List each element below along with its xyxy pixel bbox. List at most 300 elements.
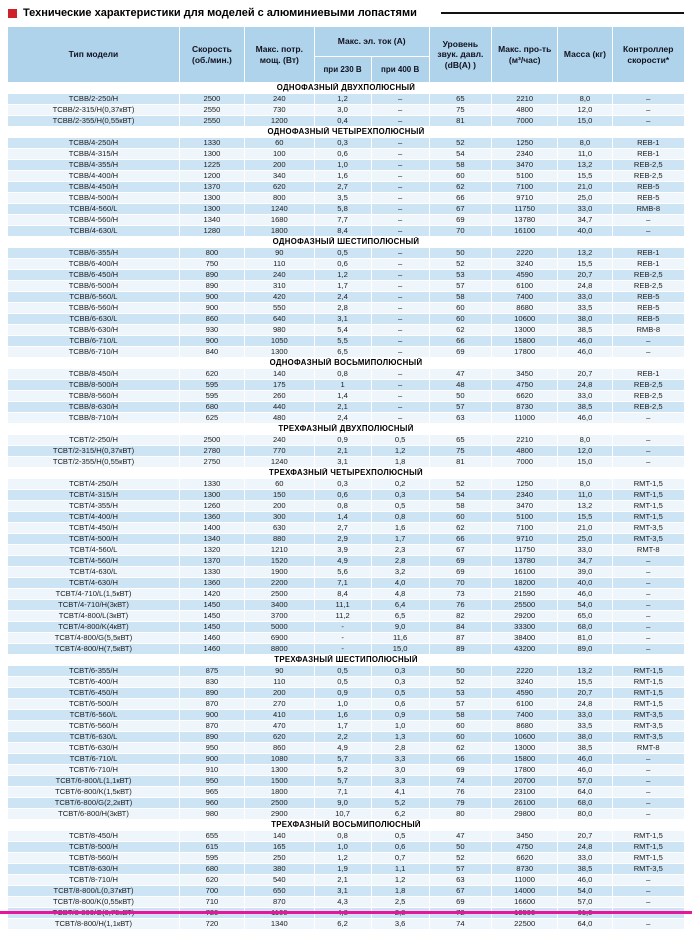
- mass-cell: 24,8: [558, 281, 612, 292]
- flow-cell: 18200: [492, 578, 558, 589]
- controller-cell: RMT-3,5: [612, 534, 684, 545]
- speed-cell: 1450: [179, 611, 244, 622]
- current-230-cell: 5,6: [314, 567, 371, 578]
- controller-cell: REB-2,5: [612, 270, 684, 281]
- mass-cell: 54,0: [558, 886, 612, 897]
- mass-cell: 24,8: [558, 380, 612, 391]
- table-row: [8, 710, 685, 721]
- col-header-current-230: при 230 В: [314, 57, 371, 83]
- current-400-cell: –: [371, 402, 429, 413]
- speed-cell: 1370: [179, 182, 244, 193]
- current-400-cell: 0,3: [371, 677, 429, 688]
- current-230-cell: 2,7: [314, 523, 371, 534]
- table-row: [8, 446, 685, 457]
- mass-cell: 38,5: [558, 402, 612, 413]
- model-cell: TCBT/2-315/H(0,37кВТ): [8, 446, 180, 457]
- speed-cell: 710: [179, 897, 244, 908]
- section-title: ОДНОФАЗНЫЙ ШЕСТИПОЛЮСНЫЙ: [8, 237, 685, 248]
- table-body: [8, 83, 685, 930]
- mass-cell: 64,0: [558, 919, 612, 930]
- flow-cell: 16100: [492, 226, 558, 237]
- power-cell: 300: [244, 512, 314, 523]
- current-230-cell: 1,0: [314, 842, 371, 853]
- table-row: [8, 94, 685, 105]
- table-row: [8, 798, 685, 809]
- power-cell: 1300: [244, 347, 314, 358]
- mass-cell: 38,0: [558, 732, 612, 743]
- noise-cell: 76: [429, 787, 491, 798]
- speed-cell: 800: [179, 248, 244, 259]
- current-230-cell: 0,8: [314, 369, 371, 380]
- controller-cell: RMT-3,5: [612, 864, 684, 875]
- model-cell: TCBT/4-800/G(5,5кВТ): [8, 633, 180, 644]
- mass-cell: 21,0: [558, 182, 612, 193]
- flow-cell: 29800: [492, 809, 558, 820]
- flow-cell: 26100: [492, 798, 558, 809]
- table-row: [8, 336, 685, 347]
- current-400-cell: –: [371, 138, 429, 149]
- current-230-cell: 2,4: [314, 413, 371, 424]
- table-row: [8, 721, 685, 732]
- table-row: [8, 402, 685, 413]
- noise-cell: 53: [429, 270, 491, 281]
- controller-cell: REB-2,5: [612, 402, 684, 413]
- table-row: [8, 743, 685, 754]
- current-400-cell: 1,8: [371, 886, 429, 897]
- mass-cell: 38,0: [558, 314, 612, 325]
- mass-cell: 46,0: [558, 336, 612, 347]
- controller-cell: –: [612, 457, 684, 468]
- power-cell: 1200: [244, 116, 314, 127]
- speed-cell: 595: [179, 391, 244, 402]
- model-cell: TCBT/8-450/H: [8, 831, 180, 842]
- power-cell: 270: [244, 699, 314, 710]
- noise-cell: 52: [429, 853, 491, 864]
- power-cell: 2900: [244, 809, 314, 820]
- controller-cell: –: [612, 116, 684, 127]
- current-230-cell: 1,4: [314, 391, 371, 402]
- noise-cell: 62: [429, 743, 491, 754]
- current-230-cell: 2,4: [314, 292, 371, 303]
- flow-cell: 5100: [492, 512, 558, 523]
- current-400-cell: –: [371, 292, 429, 303]
- current-230-cell: 1,2: [314, 270, 371, 281]
- table-row: [8, 116, 685, 127]
- table-row: [8, 314, 685, 325]
- speed-cell: 900: [179, 292, 244, 303]
- controller-cell: RMB-8: [612, 204, 684, 215]
- flow-cell: 7400: [492, 710, 558, 721]
- power-cell: 730: [244, 105, 314, 116]
- table-row: [8, 138, 685, 149]
- power-cell: 870: [244, 897, 314, 908]
- current-400-cell: 6,4: [371, 600, 429, 611]
- controller-cell: REB-5: [612, 303, 684, 314]
- mass-cell: 46,0: [558, 589, 612, 600]
- controller-cell: –: [612, 94, 684, 105]
- speed-cell: 1450: [179, 622, 244, 633]
- speed-cell: 1225: [179, 160, 244, 171]
- power-cell: 550: [244, 303, 314, 314]
- speed-cell: 890: [179, 270, 244, 281]
- power-cell: 110: [244, 259, 314, 270]
- controller-cell: –: [612, 589, 684, 600]
- flow-cell: 7000: [492, 457, 558, 468]
- current-400-cell: –: [371, 116, 429, 127]
- controller-cell: REB-5: [612, 182, 684, 193]
- col-header-noise: Уровень звук. давл. (dB(A) ): [429, 27, 491, 83]
- mass-cell: 8,0: [558, 435, 612, 446]
- power-cell: 1800: [244, 226, 314, 237]
- mass-cell: 8,0: [558, 479, 612, 490]
- mass-cell: 33,0: [558, 292, 612, 303]
- noise-cell: 65: [429, 435, 491, 446]
- current-400-cell: –: [371, 369, 429, 380]
- flow-cell: 43200: [492, 644, 558, 655]
- noise-cell: 81: [429, 116, 491, 127]
- speed-cell: 615: [179, 842, 244, 853]
- power-cell: 260: [244, 391, 314, 402]
- noise-cell: 66: [429, 754, 491, 765]
- current-400-cell: 2,3: [371, 545, 429, 556]
- noise-cell: 79: [429, 798, 491, 809]
- power-cell: 630: [244, 523, 314, 534]
- current-230-cell: 4,9: [314, 556, 371, 567]
- speed-cell: 900: [179, 336, 244, 347]
- table-row: [8, 622, 685, 633]
- controller-cell: –: [612, 226, 684, 237]
- current-400-cell: 0,8: [371, 512, 429, 523]
- table-row: [8, 842, 685, 853]
- model-cell: TCBB/6-630/L: [8, 314, 180, 325]
- model-cell: TCBT/6-630/L: [8, 732, 180, 743]
- power-cell: 480: [244, 413, 314, 424]
- section-header-row: [8, 358, 685, 369]
- current-400-cell: –: [371, 171, 429, 182]
- current-230-cell: 0,6: [314, 259, 371, 270]
- col-header-controller: Контроллер скорости*: [612, 27, 684, 83]
- table-row: [8, 215, 685, 226]
- table-row: [8, 270, 685, 281]
- power-cell: 1800: [244, 787, 314, 798]
- model-cell: TCBB/6-355/H: [8, 248, 180, 259]
- power-cell: 420: [244, 292, 314, 303]
- noise-cell: 69: [429, 556, 491, 567]
- speed-cell: 930: [179, 325, 244, 336]
- table-row: [8, 886, 685, 897]
- power-cell: 6900: [244, 633, 314, 644]
- mass-cell: 89,0: [558, 644, 612, 655]
- model-cell: TCBT/2-355/H(0,55кВТ): [8, 457, 180, 468]
- table-row: [8, 149, 685, 160]
- speed-cell: 2550: [179, 116, 244, 127]
- power-cell: 1050: [244, 336, 314, 347]
- mass-cell: 80,0: [558, 809, 612, 820]
- model-cell: TCBT/4-315/H: [8, 490, 180, 501]
- current-400-cell: 0,5: [371, 831, 429, 842]
- controller-cell: –: [612, 413, 684, 424]
- table-row: [8, 589, 685, 600]
- current-400-cell: 4,8: [371, 589, 429, 600]
- current-400-cell: 0,3: [371, 666, 429, 677]
- controller-cell: REB-1: [612, 259, 684, 270]
- section-header-row: [8, 655, 685, 666]
- flow-cell: 11750: [492, 204, 558, 215]
- noise-cell: 70: [429, 578, 491, 589]
- controller-cell: RMT-3,5: [612, 710, 684, 721]
- mass-cell: 57,0: [558, 897, 612, 908]
- current-400-cell: 9,0: [371, 622, 429, 633]
- controller-cell: RMT-1,5: [612, 831, 684, 842]
- controller-cell: RMT-1,5: [612, 490, 684, 501]
- current-400-cell: 6,2: [371, 809, 429, 820]
- noise-cell: 82: [429, 611, 491, 622]
- mass-cell: 34,7: [558, 556, 612, 567]
- current-230-cell: 0,6: [314, 149, 371, 160]
- current-230-cell: 0,3: [314, 479, 371, 490]
- power-cell: 100: [244, 149, 314, 160]
- current-230-cell: 3,1: [314, 314, 371, 325]
- current-400-cell: 15,0: [371, 644, 429, 655]
- current-230-cell: 3,0: [314, 105, 371, 116]
- power-cell: 380: [244, 864, 314, 875]
- current-230-cell: 0,3: [314, 138, 371, 149]
- controller-cell: –: [612, 600, 684, 611]
- current-400-cell: –: [371, 391, 429, 402]
- table-row: [8, 699, 685, 710]
- model-cell: TCBB/6-710/H: [8, 347, 180, 358]
- current-400-cell: –: [371, 281, 429, 292]
- table-row: [8, 633, 685, 644]
- mass-cell: 11,0: [558, 149, 612, 160]
- flow-cell: 3470: [492, 501, 558, 512]
- table-row: [8, 853, 685, 864]
- noise-cell: 69: [429, 897, 491, 908]
- title-bar: [0, 0, 692, 24]
- mass-cell: 13,2: [558, 160, 612, 171]
- table-row: [8, 644, 685, 655]
- table-row: [8, 248, 685, 259]
- flow-cell: 16100: [492, 567, 558, 578]
- table-row: [8, 369, 685, 380]
- power-cell: 620: [244, 732, 314, 743]
- controller-cell: RMT-3,5: [612, 721, 684, 732]
- mass-cell: 12,0: [558, 446, 612, 457]
- current-400-cell: 1,8: [371, 457, 429, 468]
- controller-cell: RMT-8: [612, 743, 684, 754]
- flow-cell: 6620: [492, 391, 558, 402]
- flow-cell: 8680: [492, 721, 558, 732]
- model-cell: TCBT/4-800/H(7,5кВТ): [8, 644, 180, 655]
- flow-cell: 4750: [492, 842, 558, 853]
- power-cell: 8800: [244, 644, 314, 655]
- flow-cell: 4750: [492, 380, 558, 391]
- power-cell: 5000: [244, 622, 314, 633]
- current-400-cell: 11,6: [371, 633, 429, 644]
- current-400-cell: –: [371, 380, 429, 391]
- section-title: ТРЕХФАЗНЫЙ ЧЕТЫРЕХПОЛЮСНЫЙ: [8, 468, 685, 479]
- noise-cell: 57: [429, 699, 491, 710]
- speed-cell: 1340: [179, 534, 244, 545]
- current-400-cell: –: [371, 105, 429, 116]
- current-400-cell: 4,0: [371, 578, 429, 589]
- noise-cell: 66: [429, 193, 491, 204]
- mass-cell: 15,0: [558, 457, 612, 468]
- controller-cell: RMT-1,5: [612, 688, 684, 699]
- current-400-cell: 5,2: [371, 798, 429, 809]
- model-cell: TCBT/6-710/H: [8, 765, 180, 776]
- controller-cell: –: [612, 622, 684, 633]
- noise-cell: 74: [429, 776, 491, 787]
- current-400-cell: 0,9: [371, 710, 429, 721]
- speed-cell: 1420: [179, 589, 244, 600]
- table-row: [8, 303, 685, 314]
- flow-cell: 3240: [492, 259, 558, 270]
- model-cell: TCBB/6-560/H: [8, 303, 180, 314]
- flow-cell: 6620: [492, 853, 558, 864]
- controller-cell: RMB-8: [612, 325, 684, 336]
- flow-cell: 7100: [492, 523, 558, 534]
- col-header-current-group: Макс. эл. ток (А): [314, 27, 429, 57]
- noise-cell: 65: [429, 94, 491, 105]
- flow-cell: 17800: [492, 347, 558, 358]
- mass-cell: 15,5: [558, 677, 612, 688]
- noise-cell: 69: [429, 567, 491, 578]
- noise-cell: 67: [429, 545, 491, 556]
- model-cell: TCBB/8-560/H: [8, 391, 180, 402]
- table-row: [8, 490, 685, 501]
- table-row: [8, 347, 685, 358]
- model-cell: TCBB/4-560/H: [8, 215, 180, 226]
- current-400-cell: –: [371, 215, 429, 226]
- model-cell: TCBB/8-500/H: [8, 380, 180, 391]
- model-cell: TCBT/4-630/H: [8, 578, 180, 589]
- power-cell: 1300: [244, 765, 314, 776]
- speed-cell: 1400: [179, 523, 244, 534]
- mass-cell: 8,0: [558, 138, 612, 149]
- speed-cell: 595: [179, 853, 244, 864]
- noise-cell: 60: [429, 721, 491, 732]
- speed-cell: 1370: [179, 556, 244, 567]
- flow-cell: 15800: [492, 336, 558, 347]
- model-cell: TCBT/8-500/H: [8, 842, 180, 853]
- speed-cell: 860: [179, 314, 244, 325]
- table-row: [8, 578, 685, 589]
- mass-cell: 65,0: [558, 611, 612, 622]
- flow-cell: 3450: [492, 831, 558, 842]
- controller-cell: –: [612, 776, 684, 787]
- col-header-current-400: при 400 В: [371, 57, 429, 83]
- col-header-power: Макс. потр. мощ. (Вт): [244, 27, 314, 83]
- col-header-flow: Макс. про-ть (м³/час): [492, 27, 558, 83]
- noise-cell: 63: [429, 413, 491, 424]
- model-cell: TCBB/6-400/H: [8, 259, 180, 270]
- page-title: Технические характеристики для моделей с алюминиевыми лопастями: [23, 7, 417, 19]
- table-row: [8, 556, 685, 567]
- controller-cell: –: [612, 611, 684, 622]
- table-row: [8, 864, 685, 875]
- table-row: [8, 875, 685, 886]
- section-header-row: [8, 468, 685, 479]
- flow-cell: 10600: [492, 732, 558, 743]
- controller-cell: REB-5: [612, 193, 684, 204]
- flow-cell: 4590: [492, 270, 558, 281]
- flow-cell: 23100: [492, 787, 558, 798]
- power-cell: 3400: [244, 600, 314, 611]
- current-400-cell: 1,0: [371, 721, 429, 732]
- current-400-cell: –: [371, 248, 429, 259]
- power-cell: 90: [244, 248, 314, 259]
- mass-cell: 15,5: [558, 259, 612, 270]
- current-230-cell: 1,0: [314, 699, 371, 710]
- table-row: [8, 325, 685, 336]
- power-cell: 1080: [244, 754, 314, 765]
- table-row: [8, 534, 685, 545]
- noise-cell: 50: [429, 842, 491, 853]
- current-230-cell: 8,4: [314, 589, 371, 600]
- mass-cell: 46,0: [558, 754, 612, 765]
- col-header-mass: Масса (кг): [558, 27, 612, 83]
- power-cell: 110: [244, 677, 314, 688]
- controller-cell: RMT-1,5: [612, 666, 684, 677]
- noise-cell: 62: [429, 325, 491, 336]
- flow-cell: 1250: [492, 479, 558, 490]
- table-row: [8, 545, 685, 556]
- model-cell: TCBT/6-630/H: [8, 743, 180, 754]
- noise-cell: 60: [429, 512, 491, 523]
- table-row: [8, 754, 685, 765]
- current-230-cell: 9,0: [314, 798, 371, 809]
- controller-cell: –: [612, 105, 684, 116]
- controller-cell: –: [612, 644, 684, 655]
- speed-cell: 875: [179, 666, 244, 677]
- model-cell: TCBT/6-400/H: [8, 677, 180, 688]
- current-230-cell: 0,6: [314, 490, 371, 501]
- mass-cell: 12,0: [558, 105, 612, 116]
- title-rule: [441, 12, 684, 14]
- speed-cell: 870: [179, 699, 244, 710]
- speed-cell: 1330: [179, 567, 244, 578]
- current-230-cell: 6,5: [314, 347, 371, 358]
- current-400-cell: 0,6: [371, 842, 429, 853]
- flow-cell: 13780: [492, 215, 558, 226]
- table-row: [8, 897, 685, 908]
- noise-cell: 53: [429, 688, 491, 699]
- table-row: [8, 677, 685, 688]
- noise-cell: 66: [429, 534, 491, 545]
- flow-cell: 16600: [492, 897, 558, 908]
- power-cell: 2500: [244, 589, 314, 600]
- current-230-cell: 2,1: [314, 446, 371, 457]
- controller-cell: REB-2,5: [612, 380, 684, 391]
- flow-cell: 10600: [492, 314, 558, 325]
- noise-cell: 58: [429, 501, 491, 512]
- col-header-model: Тип модели: [8, 27, 180, 83]
- speed-cell: 1300: [179, 204, 244, 215]
- controller-cell: –: [612, 556, 684, 567]
- controller-cell: REB-1: [612, 138, 684, 149]
- flow-cell: 3450: [492, 369, 558, 380]
- noise-cell: 70: [429, 226, 491, 237]
- noise-cell: 57: [429, 402, 491, 413]
- noise-cell: 60: [429, 732, 491, 743]
- current-400-cell: –: [371, 270, 429, 281]
- current-230-cell: 8,4: [314, 226, 371, 237]
- speed-cell: 1280: [179, 226, 244, 237]
- mass-cell: 15,5: [558, 171, 612, 182]
- current-230-cell: 3,9: [314, 545, 371, 556]
- model-cell: TCBB/2-315/H(0,37кВТ): [8, 105, 180, 116]
